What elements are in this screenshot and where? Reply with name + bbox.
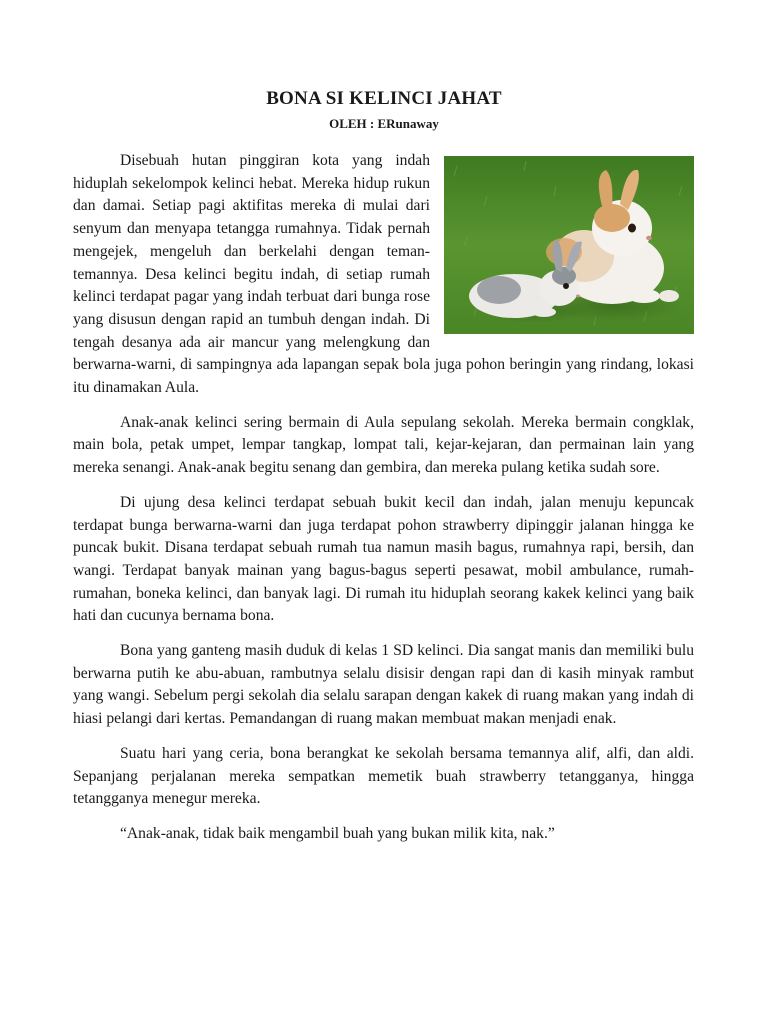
paragraph: Suatu hari yang ceria, bona berangkat ke sekolah bersama temannya alif, alfi, dan aldi. Sepanjang perjalanan mereka sempatkan memetik buah strawberry tetangganya, hingga tetangganya menegur mereka.: [73, 744, 694, 808]
paragraph: Anak-anak kelinci sering bermain di Aula sepulang sekolah. Mereka bermain congklak, main bola, petak umpet, lempar tangkap, lompat tali, kejar-kejaran, dan permainan lain yang mereka senangi. Anak-anak begitu senang dan gembira, dan mereka pulang ketika sudah sore.: [73, 413, 694, 477]
rabbits-photo: [444, 156, 694, 334]
paragraph: Di ujung desa kelinci terdapat sebuah bukit kecil dan indah, jalan menuju kepuncak terdapat bunga berwarna-warni dan juga terdapat pohon strawberry dipinggir jalanan hingga ke puncak bukit. Disana terdapat sebuah rumah tua namun masih bagus, rumahnya rapi, bersih, dan wangi. Terdapat banyak mainan yang bagus-bagus seperti pesawat, mobil ambulance, rumah-rumahan, boneka kelinci, dan banyak lagi. Di rumah itu hiduplah seorang kakek kelinci yang baik hati dan cucunya bernama bona.: [73, 493, 694, 625]
document-title: BONA SI KELINCI JAHAT: [266, 88, 502, 109]
paragraph: Bona yang ganteng masih duduk di kelas 1 SD kelinci. Dia sangat manis dan memiliki bulu berwarna putih ke abu-abuan, rambutnya selalu disisir dengan rapi dan di kasih minyak rambut yang wangi. Sebelum pergi sekolah dia selalu sarapan dengan kakek di ruang makan yang indah di hiasi pelangi dari kertas. Pemandangan di ruang makan membuat makan menjadi enak.: [73, 642, 694, 728]
paragraph: Disebuah hutan pinggiran kota yang indah hiduplah sekelompok kelinci hebat. Mereka hidup rukun dan damai. Setiap pagi aktifitas mereka di mulai dari senyum dan menyapa tetangga rumahnya. Tidak pernah mengejek, mengeluh dan berkelahi dengan teman-temannya. Desa kelinci begitu indah, di setiap rumah kelinci terdapat pagar yang indah terbuat dari bunga rose yang disusun dengan rapid an tumbuh dengan indah. Di tengah desanya ada air mancur yang melengkung dan berwarna-warni, di sampingnya ada lapangan sepak bola juga pohon beringin yang rindang, lokasi itu dinamakan Aula.: [73, 152, 694, 397]
document-author: OLEH : ERunaway: [329, 116, 439, 131]
document-body: [73, 150, 694, 858]
paragraph: “Anak-anak, tidak baik mengambil buah yang bukan milik kita, nak.”: [120, 824, 555, 842]
